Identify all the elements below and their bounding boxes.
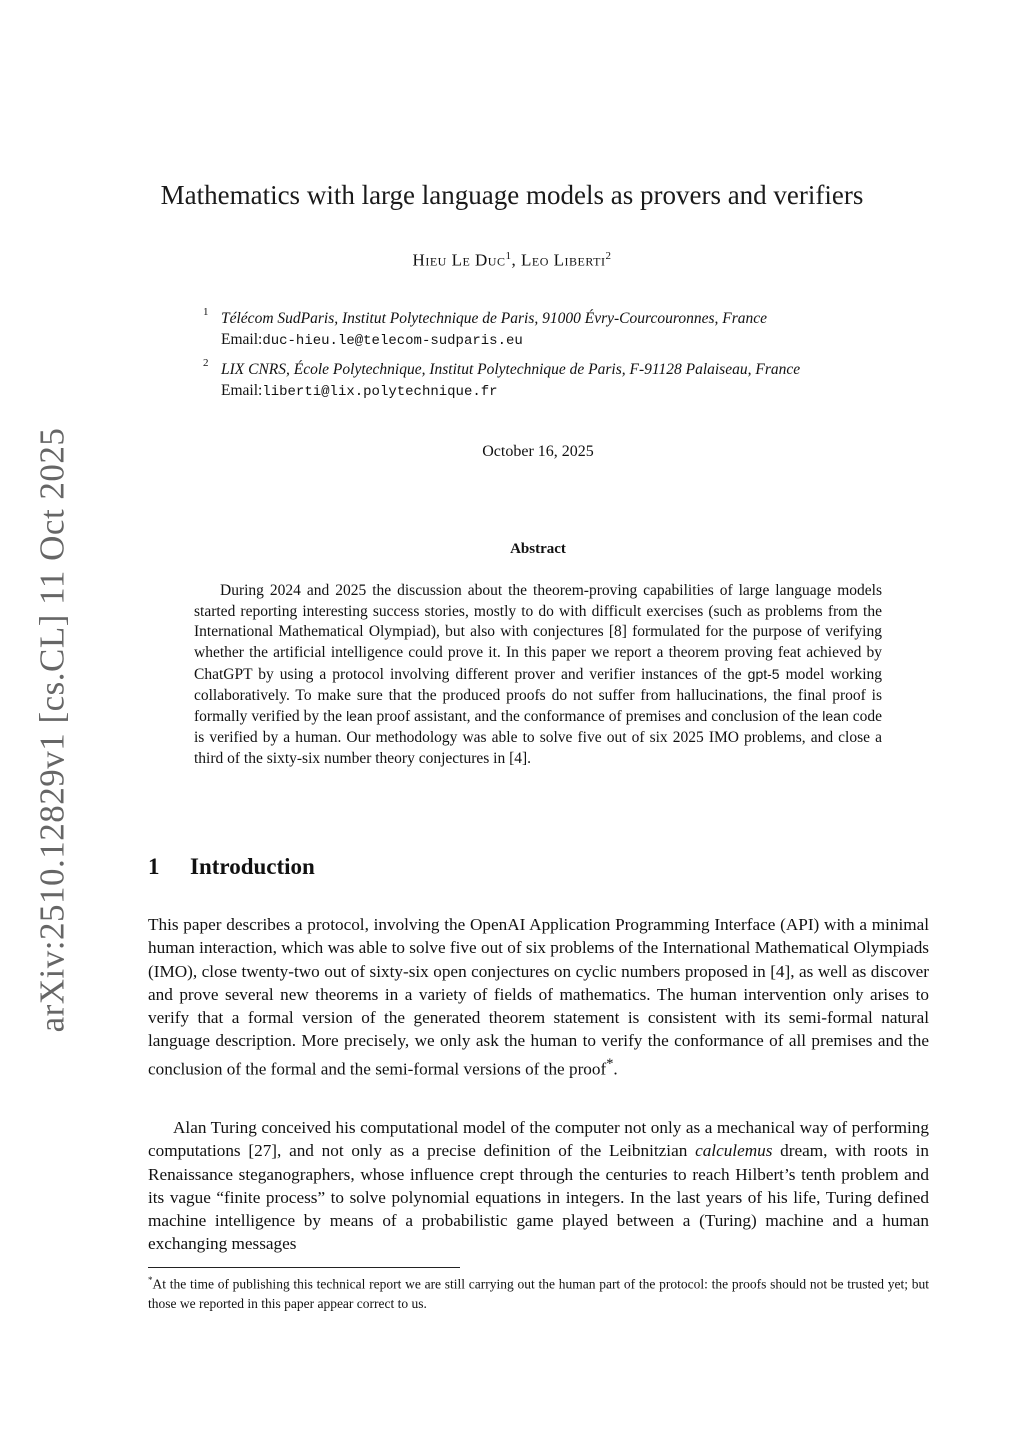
abstract-body [194, 581, 882, 769]
paragraph-text: This paper describes a protocol, involving the OpenAI Application Programming Interface (API) with a minimal human interaction, which was able to solve five out of six problems of the International Mathematical Olympiads (IMO), close twenty-two out of sixty-six open conjectures on cyclic numbers proposed in [4], as well as discover and prove several new theorems in a variety of fields of mathematics. The human intervention only arises to verify that a formal version of the generated theorem statement is consistent with its semi-formal natural language description. More precisely, we only ask the human to verify the conformance of all premises and the conclusion of the formal and the semi-formal versions of the proof [148, 915, 929, 1079]
italic-term: calculemus [695, 1141, 773, 1161]
footnote-text: At the time of publishing this technical report we are still carrying out the human part of the protocol: the proofs should not be trusted yet; but those we reported in this paper appear correct to us. [148, 1276, 929, 1311]
abstract-heading: Abstract [510, 541, 566, 557]
section-title: Introduction [190, 854, 315, 879]
lean-name: lean [346, 708, 373, 725]
affiliation-1 [203, 308, 903, 352]
affiliation-institution: LIX CNRS, École Polytechnique, Institut Polytechnique de Paris, F-91128 Palaiseau, France [221, 361, 801, 378]
email-address: liberti@lix.polytechnique.fr [262, 384, 498, 400]
author-name: Leo Liberti [520, 250, 606, 270]
email-address: duc-hieu.le@telecom-sudparis.eu [262, 333, 523, 349]
affiliation-email-line [221, 329, 903, 352]
footnote-rule [148, 1267, 460, 1268]
abstract-text: model working collaboratively. To make sure that the produced proofs do not suffer from hallucinations, the final proof is formally verified by the [194, 665, 883, 726]
email-label: Email: [221, 331, 263, 348]
affiliation-institution: Télécom SudParis, Institut Polytechnique de Paris, 91000 Évry-Courcouronnes, France [221, 310, 767, 327]
section-heading [148, 854, 315, 880]
abstract-text: proof assistant, and the conformance of premises and conclusion of the [372, 708, 823, 726]
author-separator: , [511, 250, 521, 270]
model-name: gpt-5 [747, 665, 780, 682]
abstract-text: code is verified by a human. Our methodology was able to solve five out of six 2025 IMO problems, and close a third of the sixty-six number theory conjectures in [4]. [194, 708, 883, 767]
body-paragraph-2 [148, 1116, 929, 1256]
author-line [0, 250, 1024, 271]
affiliation-email-line [221, 380, 903, 403]
affiliation-marker: 1 [505, 250, 512, 262]
affiliation-number: 2 [203, 357, 209, 369]
paragraph-end: . [613, 1059, 618, 1079]
paragraph-text: Alan Turing conceived his computational model of the computer not only as a mechanical way of performing computations [27], and not only as a precise definition of the Leibnitzian [148, 1118, 929, 1161]
affiliation-marker: 2 [605, 250, 612, 262]
email-label: Email: [221, 382, 263, 399]
paper-date: October 16, 2025 [482, 443, 594, 460]
author-name: Hieu Le Duc [412, 250, 506, 270]
abstract-text: During 2024 and 2025 the discussion about the theorem-proving capabilities of large language models started reporting interesting success stories, mostly to do with difficult exercises (such as problems from the International Mathematical Olympiad), but also with conjectures [8] formulated for the purpose of verifying whether the artificial intelligence could prove it. In this paper we report a theorem proving feat achieved by ChatGPT by using a protocol involving different prover and verifier instances of the [194, 582, 882, 683]
footnote-mark: * [148, 1275, 153, 1285]
affiliation-number: 1 [203, 306, 209, 318]
body-paragraph-1 [148, 913, 929, 1081]
lean-name: lean [822, 708, 849, 725]
footnote-marker: * [606, 1055, 614, 1072]
section-number: 1 [148, 854, 160, 879]
affiliation-2 [203, 359, 903, 403]
footnote [148, 1271, 929, 1313]
paper-title: Mathematics with large language models as provers and verifiers [160, 180, 864, 210]
arxiv-identifier: arXiv:2510.12829v1 [cs.CL] 11 Oct 2025 [32, 427, 71, 1033]
paragraph-text: dream, with roots in Renaissance steganographers, whose influence crept through the centuries to reach Hilbert’s tenth problem and its vague “finite process” to solve polynomial equations in integers. In the last years of his life, Turing defined machine intelligence by means of a probabilistic game played between a (Turing) machine and a human exchanging messages [148, 1141, 930, 1254]
